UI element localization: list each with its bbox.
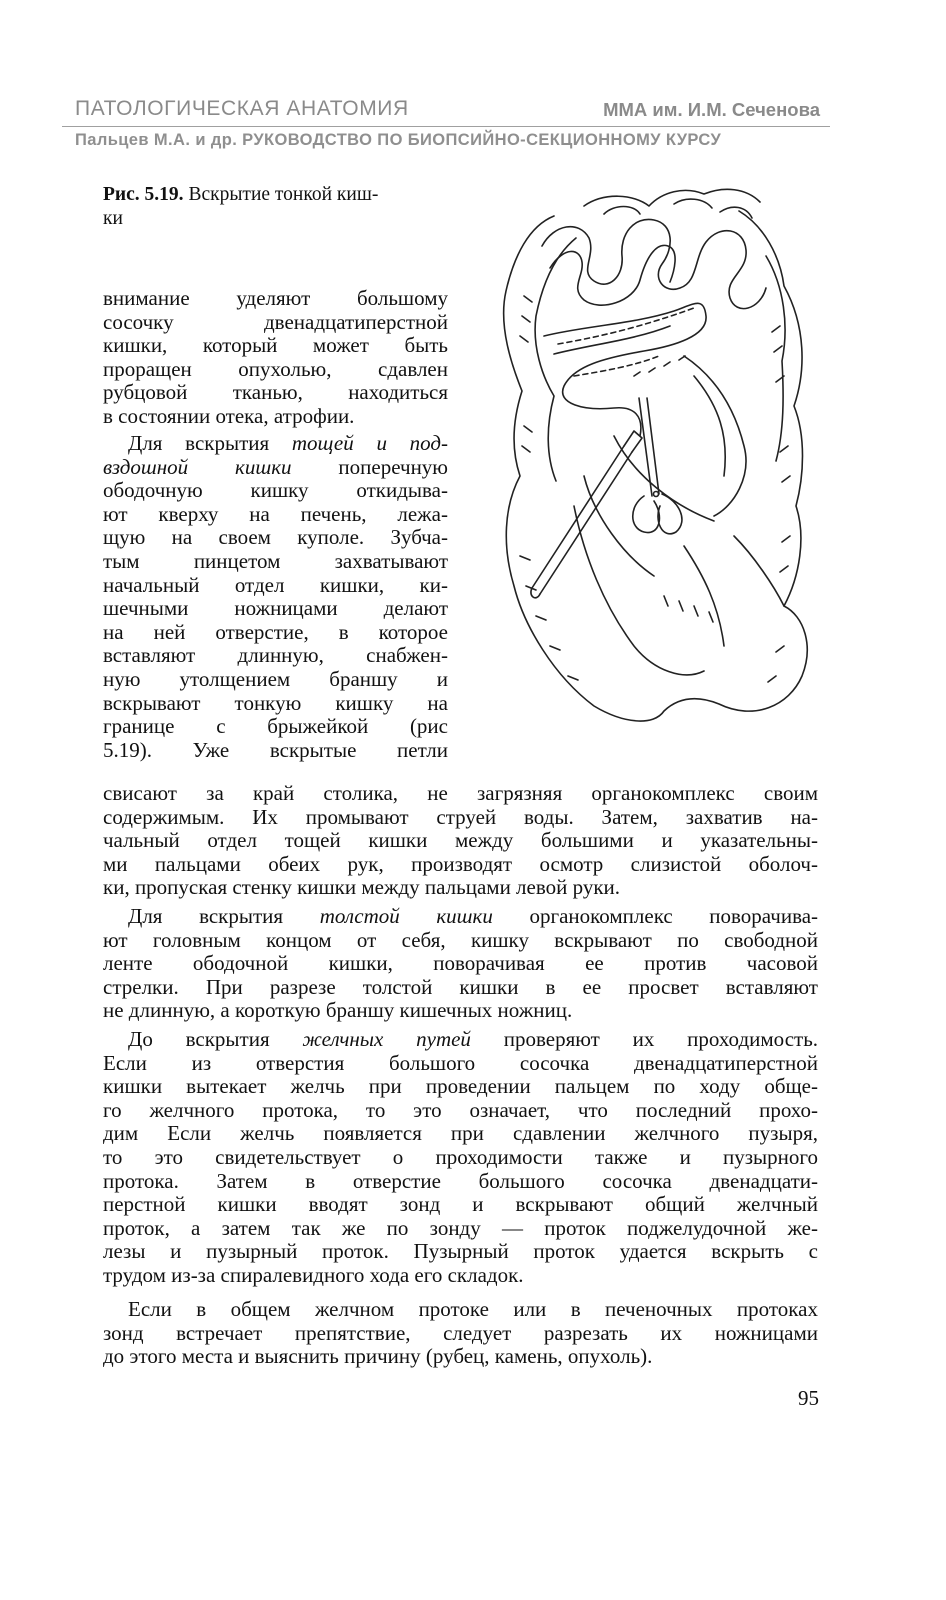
text-run: поперечную [338,454,448,479]
emphasis-term: вздошной кишки [103,454,292,479]
text-line: проток, а затем так же по зонду — проток поджелудочной же- [103,1215,818,1240]
emphasis-term: желчных путей [302,1027,471,1051]
text-line: ют кверху на печень, лежа- [103,501,448,526]
text-line: стрелки. При разрезе толстой кишки в ее просвет вставляют [103,974,818,999]
emphasis-term: толстой кишки [319,904,493,928]
text-line: границе с брыжейкой (рис [103,714,448,739]
text-line: на ней отверстие, в которое [103,619,448,644]
figure-caption [103,183,458,231]
text-line: чальный отдел тощей кишки между большими и указательны- [103,828,818,853]
paragraph-2-continued [103,782,818,900]
text-line: дим Если желчь появляется при сдавлении желчного пузыря, [103,1121,818,1146]
text-line [103,905,818,929]
text-line: щую на своем куполе. Зубча- [103,525,448,550]
figure-label: Рис. 5.19. [103,184,184,205]
text-line: Если из отверстия большого сосочка двенадцатиперстной [103,1050,818,1075]
paragraph-1 [103,287,448,429]
text-line: ленте ободочной кишки, поворачивая ее против часовой [103,951,818,976]
text-run: органокомплекс поворачива- [529,904,819,928]
text-line: лезы и пузырный проток. Пузырный проток удается вскрыть с [103,1239,818,1264]
text-line: внимание уделяют большому [103,286,448,310]
text-line: не длинную, а короткую браншу кишечных ножниц. [103,998,573,1023]
text-line [103,1028,818,1052]
text-line: свисают за край столика, не загрязняя органокомплекс своим [103,781,818,805]
text-run: До вскрытия [128,1027,270,1051]
text-line: протока. Затем в отверстие большого сосочка двенадцати- [103,1168,818,1193]
caption-text-1: Вскрытие тонкой киш- [188,184,379,205]
text-run: Для вскрытия [128,431,270,455]
text-line: рубцовой тканью, находиться [103,380,448,405]
text-line: перстной кишки вводят зонд и вскрывают общий желчный [103,1192,818,1217]
text-line: содержимым. Их промывают струей воды. Затем, захватив на- [103,804,818,829]
text-line [103,432,448,456]
text-line: го желчного протока, то это означает, что последний прохо- [103,1097,818,1122]
text-run: Для вскрытия [128,904,284,928]
header-rule [62,126,830,127]
text-line: шечными ножницами делают [103,596,448,621]
emphasis-term: тощей и под- [291,431,449,455]
paragraph-4 [103,1028,818,1288]
text-line: до этого места и выяснить причину (рубец, камень, опухоль). [103,1344,653,1369]
header-title: ПАТОЛОГИЧЕСКАЯ АНАТОМИЯ [75,97,409,120]
text-line: трудом из-за спиралевидного хода его складок. [103,1262,524,1287]
text-line: кишки, который может быть [103,333,448,358]
text-line: ободочную кишку откидыва- [103,478,448,503]
text-line: вскрывают тонкую кишку на [103,690,448,715]
paragraph-2 [103,432,448,762]
text-line: ки, пропуская стенку кишки между пальцами левой руки. [103,875,621,900]
text-line: сосочку двенадцатиперстной [103,309,448,334]
text-line: вставляют длинную, снабжен- [103,643,448,668]
text-line: ми пальцами обеих рук, производят осмотр слизистой оболоч- [103,851,818,876]
text-line: зонд встречает препятствие, следует разрезать их ножницами [103,1320,818,1345]
text-line: кишки вытекает желчь при проведении пальцем по ходу обще- [103,1074,818,1099]
text-line: тым пинцетом захватывают [103,548,448,573]
caption-text-2: ки [103,208,123,229]
header-subtitle: Пальцев М.А. и др. РУКОВОДСТВО ПО БИОПСИЙНО-СЕКЦИОННОМУ КУРСУ [75,131,722,149]
header-institution: ММА им. И.М. Сеченова [603,99,820,120]
running-header [75,97,820,125]
text-line: то это свидетельствует о проходимости также и пузырного [103,1144,818,1169]
text-run: проверяют их проходимость. [503,1027,819,1051]
paragraph-5 [103,1298,818,1369]
intestine-dissection-illustration [484,176,822,728]
paragraph-3 [103,905,818,1023]
text-line: в состоянии отека, атрофии. [103,403,355,428]
text-line: начальный отдел кишки, ки- [103,572,448,597]
text-line: ную утолщением браншу и [103,666,448,691]
text-line: Если в общем желчном протоке или в печеночных протоках [128,1297,818,1321]
text-line: проращен опухолью, сдавлен [103,356,448,381]
text-line: ют головным концом от себя, кишку вскрывают по свободной [103,927,818,952]
text-line: 5.19). Уже вскрытые петли [103,737,448,762]
page-number: 95 [798,1386,819,1410]
text-line [103,456,448,480]
